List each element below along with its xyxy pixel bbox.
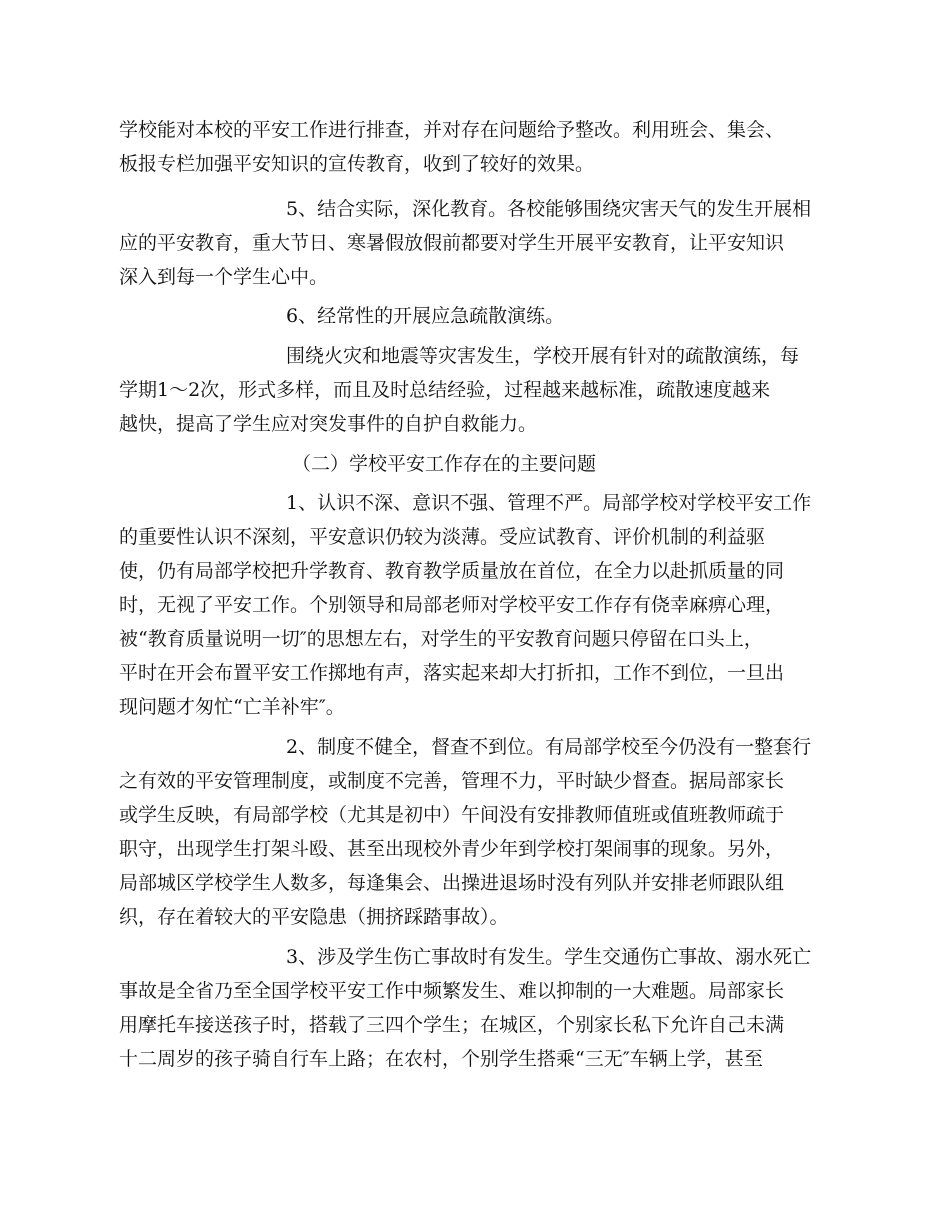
text-line: 织，存在着较大的平安隐患（拥挤踩踏事故）。 (119, 906, 509, 928)
text-line: 现问题才匆忙“亡羊补牢″。 (119, 696, 345, 718)
text-line: 局部城区学校学生人数多，每逢集会、出操进退场时没有列队并安排老师跟队组 (119, 872, 785, 894)
text-line: 用摩托车接送孩子时，搭载了三四个学生；在城区，个别家长私下允许自己未满 (119, 1014, 785, 1036)
paragraph-start-line: 围绕火灾和地震等灾害发生，学校开展有针对的疏散演练，每 (286, 345, 800, 367)
section-heading: （二）学校平安工作存在的主要问题 (292, 453, 597, 475)
paragraph-start-line: 5、结合实际，深化教育。各校能够围绕灾害天气的发生开展相 (286, 198, 812, 220)
paragraph-start-line: 1、认识不深、意识不强、管理不严。局部学校对学校平安工作 (286, 492, 812, 514)
text-line: 板报专栏加强平安知识的宣传教育，收到了较好的效果。 (119, 153, 595, 175)
text-line: 或学生反映，有局部学校（尤其是初中）午间没有安排教师值班或值班教师疏于 (119, 804, 785, 826)
text-line: 平时在开会布置平安工作掷地有声，落实起来却大打折扣，工作不到位，一旦出 (119, 662, 785, 684)
text-line: 十二周岁的孩子骑自行车上路；在农村，个别学生搭乘“三无″车辆上学，甚至 (119, 1048, 763, 1070)
paragraph-start-line: 2、制度不健全，督查不到位。有局部学校至今仍没有一整套行 (286, 736, 812, 758)
text-line: 使，仍有局部学校把升学教育、教育教学质量放在首位，在全力以赴抓质量的同 (119, 560, 785, 582)
text-line: 的重要性认识不深刻，平安意识仍较为淡薄。受应试教育、评价机制的利益驱 (119, 526, 766, 548)
text-line: 之有效的平安管理制度，或制度不完善，管理不力，平时缺少督查。据局部家长 (119, 770, 785, 792)
text-line: 应的平安教育，重大节日、寒暑假放假前都要对学生开展平安教育，让平安知识 (119, 232, 785, 254)
text-line: 时，无视了平安工作。个别领导和局部老师对学校平安工作存有侥幸麻痹心理， (119, 594, 785, 616)
paragraph-start-line: 3、涉及学生伤亡事故时有发生。学生交通伤亡事故、溺水死亡 (286, 946, 812, 968)
text-line: 学校能对本校的平安工作进行排查，并对存在问题给予整改。利用班会、集会、 (119, 119, 785, 141)
text-line: 越快，提高了学生应对突发事件的自护自救能力。 (119, 413, 538, 435)
text-line: 职守，出现学生打架斗殴、甚至出现校外青少年到学校打架闹事的现象。另外， (119, 838, 785, 860)
text-line: 事故是全省乃至全国学校平安工作中频繁发生、难以抑制的一大难题。局部家长 (119, 980, 785, 1002)
text-line: 学期1～2次，形式多样，而且及时总结经验，过程越来越标准，疏散速度越来 (119, 379, 771, 401)
text-line: 被“教育质量说明一切″的思想左右，对学生的平安教育问题只停留在口头上， (119, 628, 763, 650)
paragraph-start-line: 6、经常性的开展应急疏散演练。 (286, 305, 565, 327)
text-line: 深入到每一个学生心中。 (119, 266, 329, 288)
